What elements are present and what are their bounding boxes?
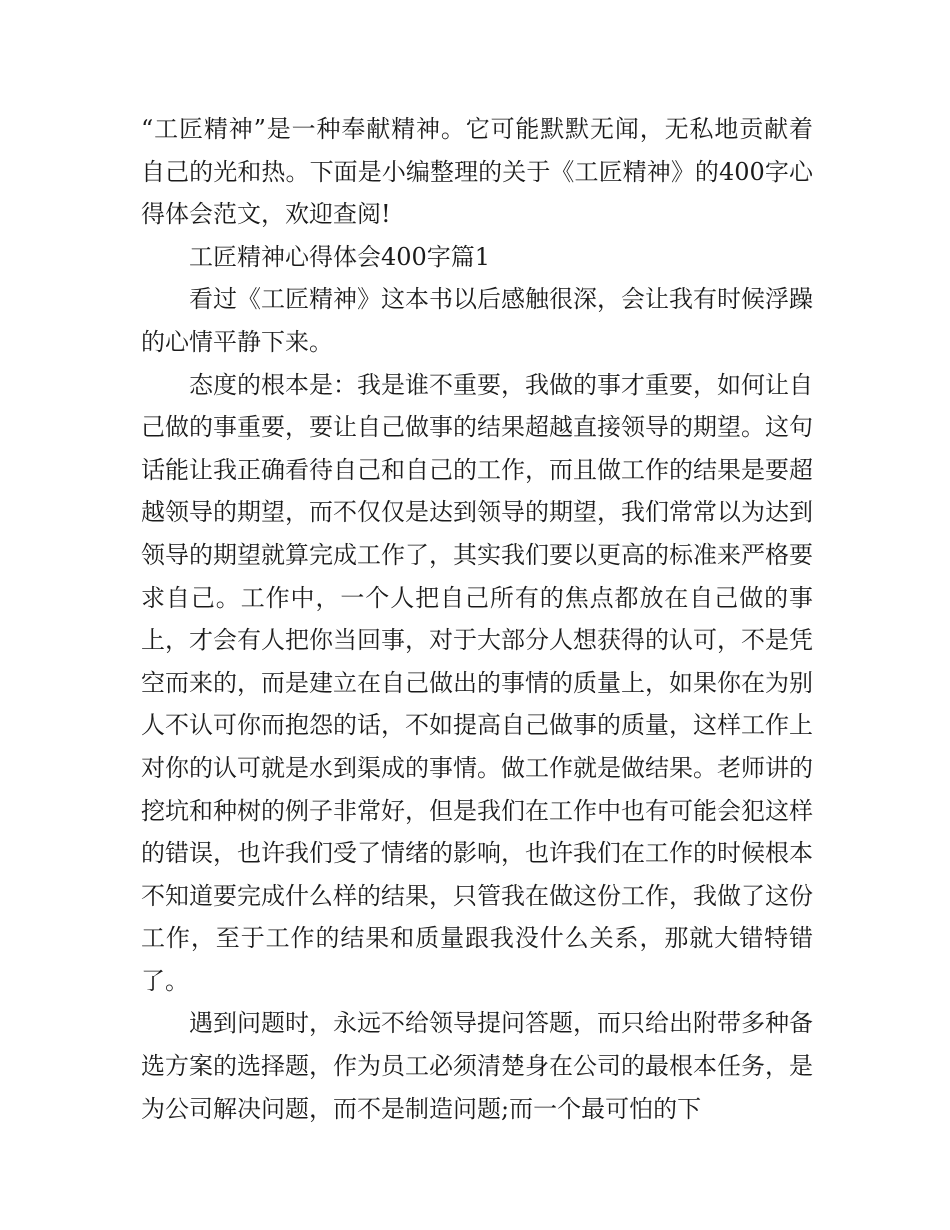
document-body (141, 108, 813, 1130)
body-paragraph: 遇到问题时，永远不给领导提问答题，而只给出附带多种备选方案的选择题，作为员工必须清楚身在公司的最根本任务，是为公司解决问题，而不是制造问题;而一个最可怕的下 (141, 1009, 813, 1123)
section-heading: 工匠精神心得体会400字篇1 (189, 242, 491, 271)
intro-paragraph: “工匠精神”是一种奉献精神。它可能默默无闻，无私地贡献着自己的光和热。下面是小编整理的关于《工匠精神》的400字心得体会范文，欢迎查阅! (141, 115, 813, 229)
body-paragraph: 看过《工匠精神》这本书以后感触很深，会让我有时候浮躁的心情平静下来。 (141, 285, 813, 356)
body-paragraph: 态度的根本是：我是谁不重要，我做的事才重要，如何让自己做的事重要，要让自己做事的结果超越直接领导的期望。这句话能让我正确看待自己和自己的工作，而且做工作的结果是要超越领导的期望，而不仅仅是达到领导的期望，我们常常以为达到领导的期望就算完成工作了，其实我们要以更高的标准来严格要求自己。工作中，一个人把自己所有的焦点都放在自己做的事上，才会有人把你当回事，对于大部分人想获得的认可，不是凭空而来的，而是建立在自己做出的事情的质量上，如果你在为别人不认可你而抱怨的话，不如提高自己做事的质量，这样工作上对你的认可就是水到渠成的事情。做工作就是做结果。老师讲的挖坑和种树的例子非常好，但是我们在工作中也有可能会犯这样的错误，也许我们受了情绪的影响，也许我们在工作的时候根本不知道要完成什么样的结果，只管我在做这份工作，我做了这份工作，至于工作的结果和质量跟我没什么关系，那就大错特错了。 (141, 370, 813, 995)
